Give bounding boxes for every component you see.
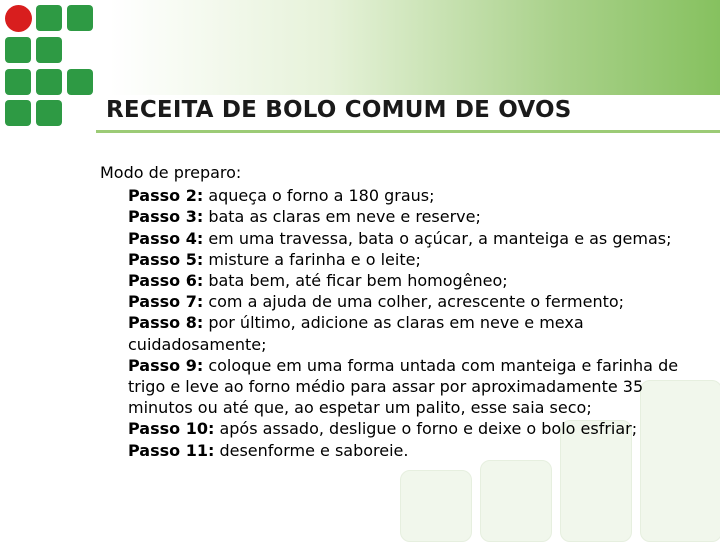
step-label: Passo 7: xyxy=(128,292,204,312)
recipe-body xyxy=(100,162,690,461)
step-text: em uma travessa, bata o açúcar, a manteiga e as gemas; xyxy=(203,228,672,248)
step-label: Passo 10: xyxy=(128,419,215,439)
step-label: Passo 2: xyxy=(128,186,204,206)
list-item xyxy=(128,291,690,312)
list-item xyxy=(128,355,690,419)
step-text: desenforme e saboreie. xyxy=(214,440,409,460)
step-label: Passo 3: xyxy=(128,207,204,227)
logo-square xyxy=(5,100,31,126)
step-label: Passo 8: xyxy=(128,313,204,333)
logo-square xyxy=(36,5,62,31)
logo-square xyxy=(5,37,31,63)
list-item xyxy=(128,249,690,270)
list-item xyxy=(128,228,690,249)
logo-square xyxy=(5,69,31,95)
logo-square xyxy=(36,37,62,63)
list-item xyxy=(128,418,690,439)
step-label: Passo 9: xyxy=(128,355,204,375)
watermark-square xyxy=(400,470,472,542)
list-item xyxy=(128,185,690,206)
step-text: por último, adicione as claras em neve e mexa cuidadosamente; xyxy=(128,313,584,354)
step-text: coloque em uma forma untada com manteiga e farinha de trigo e leve ao forno médio para assar por aproximadamente 35 minutos ou até que, ao espetar um palito, esse saia seco; xyxy=(128,355,679,418)
step-label: Passo 6: xyxy=(128,271,204,291)
step-text: misture a farinha e o leite; xyxy=(203,249,421,269)
slide-title: RECEITA DE BOLO COMUM DE OVOS xyxy=(106,97,572,123)
step-label: Passo 11: xyxy=(128,440,215,460)
list-item xyxy=(128,440,690,461)
logo-square xyxy=(36,69,62,95)
list-item xyxy=(128,312,690,354)
logo-square xyxy=(67,69,93,95)
logo-red-circle xyxy=(5,5,32,32)
logo-square xyxy=(67,5,93,31)
steps-list xyxy=(128,185,690,461)
step-text: após assado, desligue o forno e deixe o bolo esfriar; xyxy=(214,419,638,439)
watermark-square xyxy=(480,460,552,542)
step-label: Passo 5: xyxy=(128,249,204,269)
list-item xyxy=(128,206,690,227)
section-heading: Modo de preparo: xyxy=(100,163,242,182)
step-text: aqueça o forno a 180 graus; xyxy=(203,186,435,206)
step-text: bata as claras em neve e reserve; xyxy=(203,207,481,227)
list-item xyxy=(128,270,690,291)
title-underline xyxy=(96,130,720,133)
step-text: com a ajuda de uma colher, acrescente o fermento; xyxy=(203,292,625,312)
step-text: bata bem, até ficar bem homogêneo; xyxy=(203,271,508,291)
step-label: Passo 4: xyxy=(128,228,204,248)
logo-square xyxy=(36,100,62,126)
institution-logo xyxy=(0,0,96,128)
